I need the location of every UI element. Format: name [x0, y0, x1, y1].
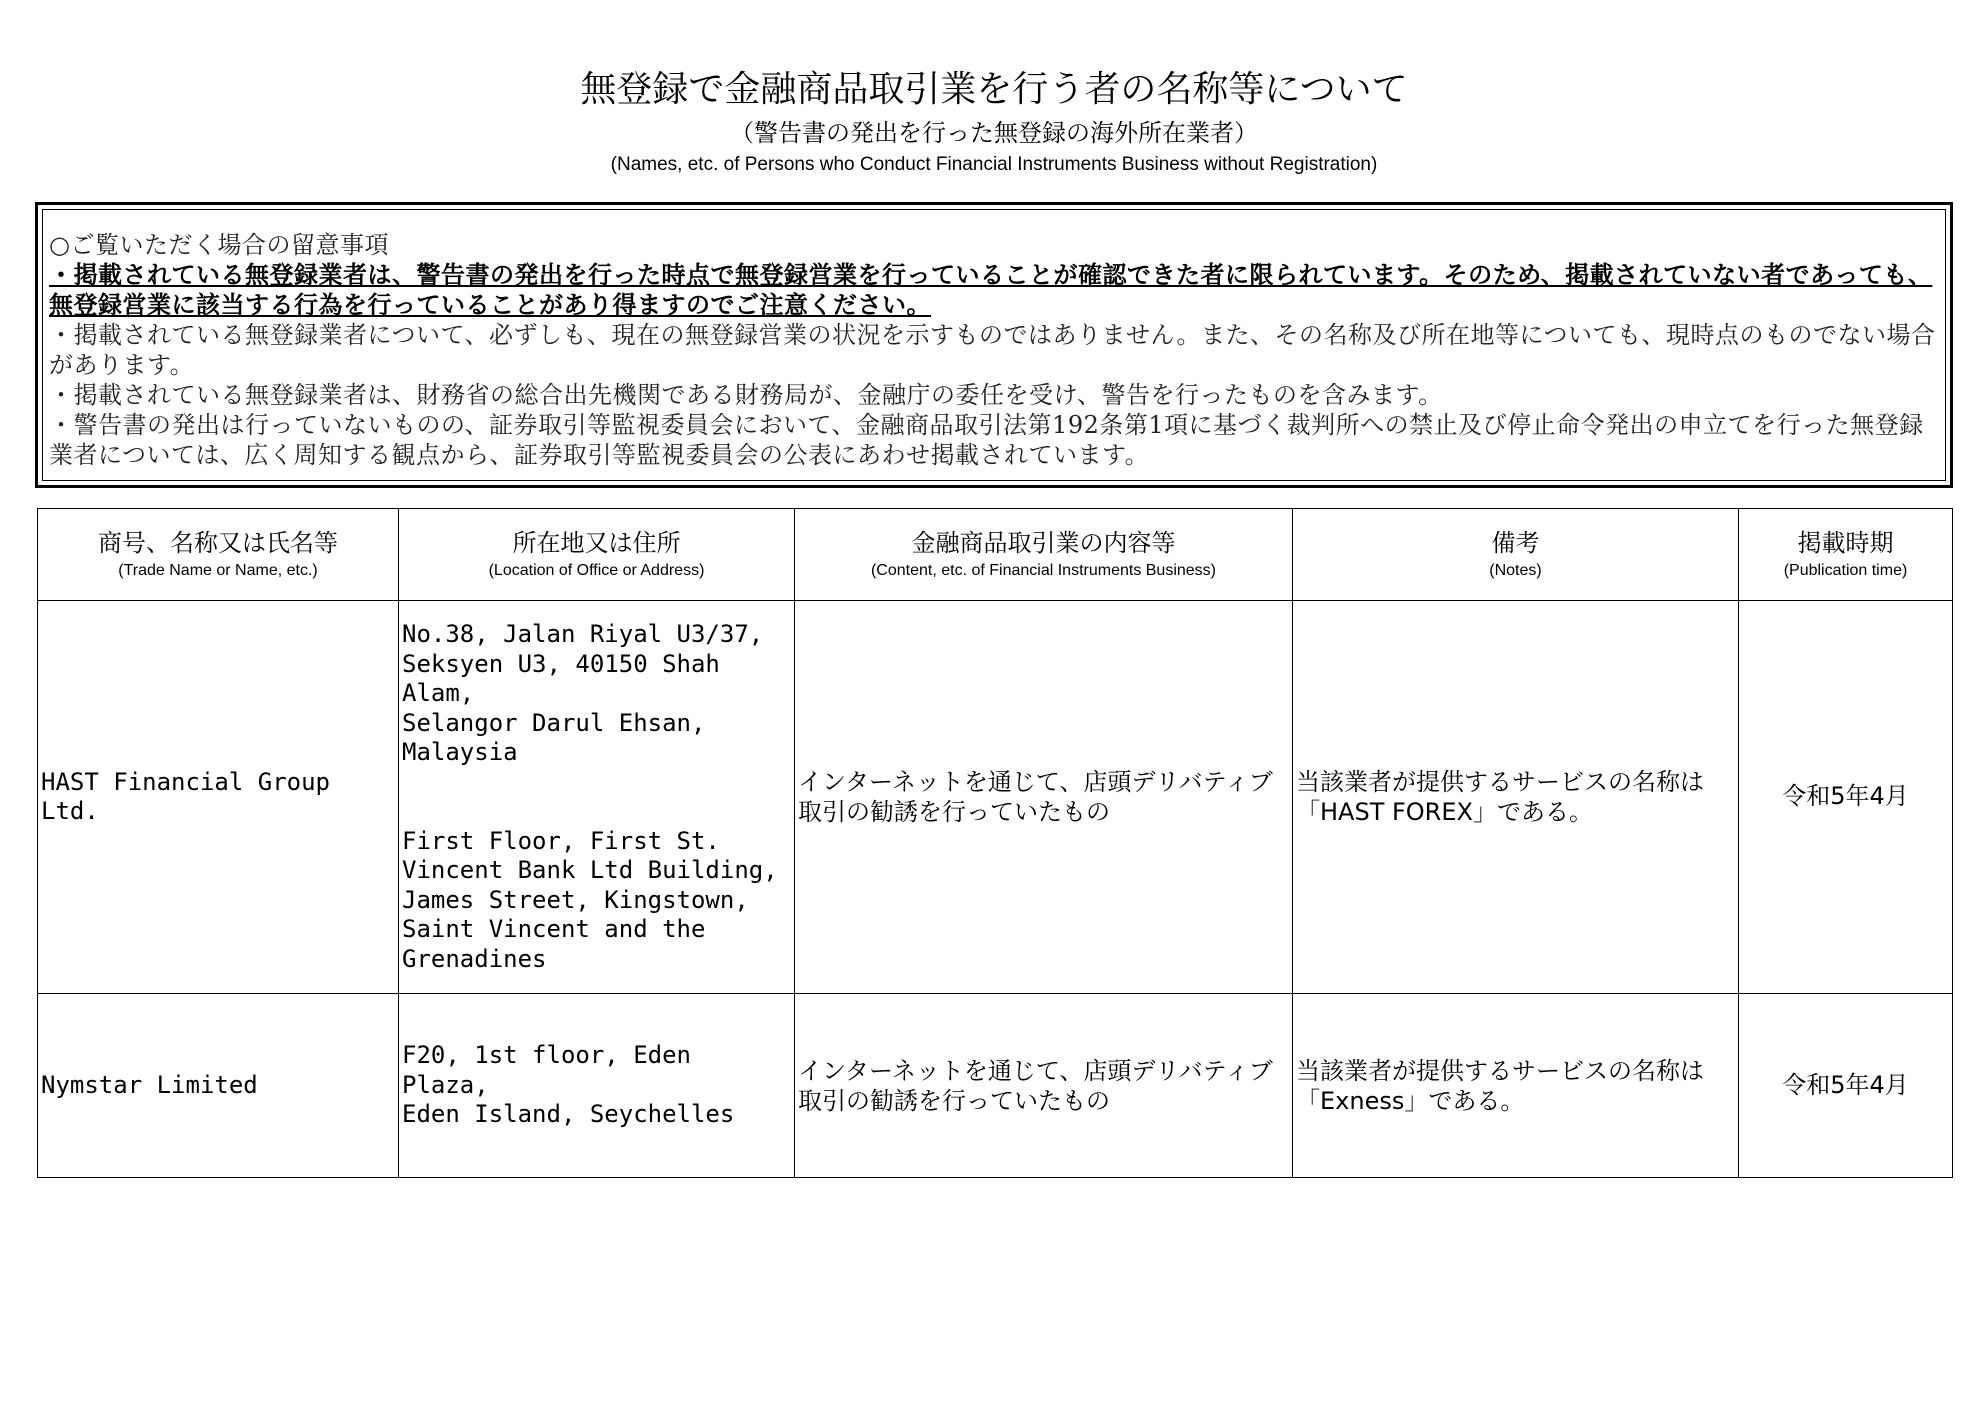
notice-item-4: ・警告書の発出は行っていないものの、証券取引等監視委員会において、金融商品取引法第192条第1項に基づく裁判所への禁止及び停止命令発出の申立てを行った無登録業者については、広く周知する観点から、証券取引等監視委員会の公表にあわせ掲載されています。 — [49, 411, 1924, 469]
cell-name: Nymstar Limited — [38, 994, 399, 1178]
page-title: 無登録で金融商品取引業を行う者の名称等について — [580, 69, 1408, 110]
cell-notes: 当該業者が提供するサービスの名称は「Exness」である。 — [1293, 994, 1739, 1178]
notice-item-2: ・掲載されている無登録業者について、必ずしも、現在の無登録営業の状況を示すものではありません。また、その名称及び所在地等についても、現時点のものでない場合があります。 — [49, 321, 1936, 379]
address-malaysia: No.38, Jalan Riyal U3/37, Seksyen U3, 40150 Shah Alam, Selangor Darul Ehsan, Malaysia — [402, 620, 764, 766]
notice-box — [35, 202, 1953, 488]
notice-content — [42, 209, 1946, 481]
cell-name: HAST Financial Group Ltd. — [38, 601, 399, 994]
cell-address — [399, 601, 795, 994]
col-header-publication: 掲載時期 (Publication time) — [1739, 509, 1953, 601]
col-header-name: 商号、名称又は氏名等 (Trade Name or Name, etc.) — [38, 509, 399, 601]
col-header-notes: 備考 (Notes) — [1293, 509, 1739, 601]
cell-content: インターネットを通じて、店頭デリバティブ取引の勧誘を行っていたもの — [795, 994, 1293, 1178]
notice-heading: ○ご覧いただく場合の留意事項 — [49, 231, 389, 259]
registry-table — [37, 508, 1953, 1178]
cell-publication-date: 令和5年4月 — [1739, 994, 1953, 1178]
page-subtitle: （警告書の発出を行った無登録の海外所在業者） — [730, 119, 1258, 147]
address-svg: First Floor, First St. Vincent Bank Ltd Building, James Street, Kingstown, Saint Vincent and the Grenadines — [402, 826, 778, 973]
col-header-address: 所在地又は住所 (Location of Office or Address) — [399, 509, 795, 601]
table-row — [38, 994, 1953, 1178]
address-seychelles: F20, 1st floor, Eden Plaza, Eden Island, Seychelles — [402, 1041, 735, 1129]
cell-publication-date: 令和5年4月 — [1739, 601, 1953, 994]
notice-emphasis: ・掲載されている無登録業者は、警告書の発出を行った時点で無登録営業を行っていることが確認できた者に限られています。そのため、掲載されていない者であっても、無登録営業に該当する行為を行っていることがあり得ますのでご注意ください。 — [49, 260, 1933, 319]
table-row — [38, 601, 1953, 994]
cell-content: インターネットを通じて、店頭デリバティブ取引の勧誘を行っていたもの — [795, 601, 1293, 994]
cell-address — [399, 994, 795, 1178]
table-header-row — [38, 509, 1953, 601]
col-header-content: 金融商品取引業の内容等 (Content, etc. of Financial Instruments Business) — [795, 509, 1293, 601]
notice-item-3: ・掲載されている無登録業者は、財務省の総合出先機関である財務局が、金融庁の委任を受け、警告を行ったものを含みます。 — [49, 381, 1443, 409]
cell-notes: 当該業者が提供するサービスの名称は「HAST FOREX」である。 — [1293, 601, 1739, 994]
english-title: (Names, etc. of Persons who Conduct Financial Instruments Business without Registration) — [610, 154, 1378, 175]
